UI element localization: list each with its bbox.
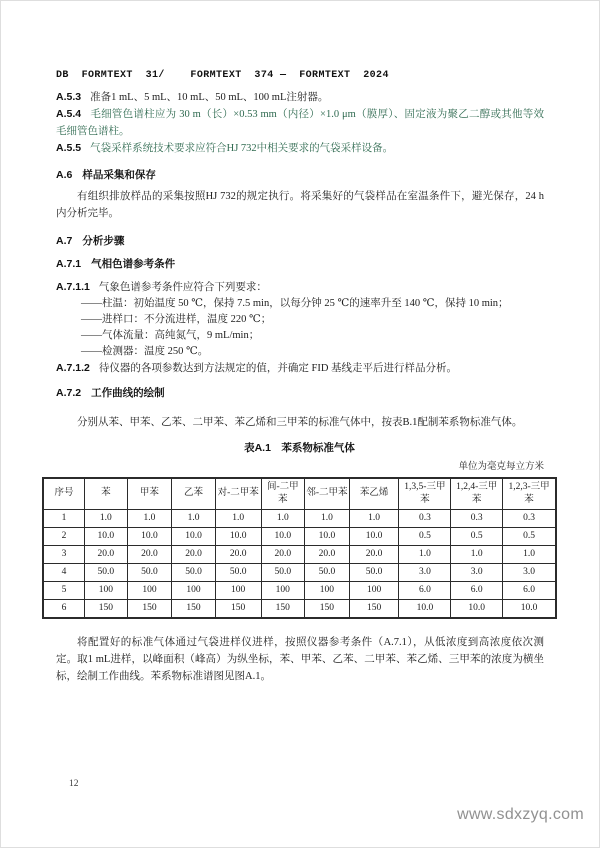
gc-conditions-list (56, 296, 544, 360)
paragraph-calibration: 将配置好的标准气体通过气袋进样仪进样，按照仪器参考条件（A.7.1），从低浓度到高浓度依次测定。取1 mL进样，以峰面积（峰高）为纵坐标，苯、甲苯、乙苯、二甲苯、苯乙烯、三甲苯的浓度为横坐标，绘制工作曲线。苯系物标准谱图见图A.1。 (56, 636, 544, 682)
table-cell: 10.0 (85, 527, 128, 545)
dash-list-item: ——气体流量：高纯氮气，9 mL/min； (81, 330, 260, 341)
clause-text-revised: 毛细管色谱柱应为 30 m（长）×0.53 mm（内径）×1.0 μm（膜厚）、固定液为聚乙二醇或其他等效毛细管色谱柱。 (56, 109, 544, 137)
table-header-cell: 苯乙烯 (349, 478, 399, 509)
table-cell: 3 (43, 545, 85, 563)
table-header-cell: 间-二甲苯 (261, 478, 305, 509)
table-cell: 4 (43, 563, 85, 581)
table-cell: 1.0 (215, 509, 261, 527)
table-cell: 150 (85, 599, 128, 618)
table-cell: 1.0 (349, 509, 399, 527)
table-a1-title: 表A.1 苯系物标准气体 (244, 442, 355, 454)
table-header-cell: 1,2,3-三甲苯 (503, 478, 556, 509)
heading-label: A.7.2 (56, 387, 82, 399)
standard-number-header: DB FORMTEXT 31/ FORMTEXT 374 — FORMTEXT 2024 (56, 70, 389, 81)
paragraph-table-intro: 分别从苯、甲苯、乙苯、二甲苯、苯乙烯和三甲苯的标准气体中，按表B.1配制苯系物标准气体。 (77, 417, 523, 428)
table-cell: 50.0 (85, 563, 128, 581)
table-cell: 150 (349, 599, 399, 618)
table-header-cell: 乙苯 (172, 478, 216, 509)
table-cell: 20.0 (172, 545, 216, 563)
table-cell: 5 (43, 581, 85, 599)
table-cell: 10.0 (305, 527, 350, 545)
table-cell: 6.0 (503, 581, 556, 599)
table-cell: 150 (172, 599, 216, 618)
table-cell: 2 (43, 527, 85, 545)
table-cell: 1.0 (399, 545, 451, 563)
table-row (43, 545, 556, 563)
table-cell: 20.0 (127, 545, 172, 563)
heading-a7 (56, 233, 544, 249)
table-header-cell: 序号 (43, 478, 85, 509)
table-cell: 1 (43, 509, 85, 527)
table-cell: 100 (172, 581, 216, 599)
table-cell: 0.5 (399, 527, 451, 545)
table-cell: 10.0 (172, 527, 216, 545)
table-row (43, 527, 556, 545)
table-cell: 0.3 (451, 509, 503, 527)
table-cell: 6.0 (451, 581, 503, 599)
table-cell: 3.0 (451, 563, 503, 581)
table-cell: 50.0 (261, 563, 305, 581)
table-cell: 6 (43, 599, 85, 618)
table-cell: 100 (305, 581, 350, 599)
table-header-cell: 对-二甲苯 (215, 478, 261, 509)
table-header-cell: 甲苯 (127, 478, 172, 509)
table-cell: 0.5 (451, 527, 503, 545)
clause-text-revised: 气袋采样系统技术要求应符合HJ 732中相关要求的气袋采样设备。 (90, 143, 394, 154)
clause-label: A.5.3 (56, 91, 82, 103)
table-cell: 50.0 (215, 563, 261, 581)
table-cell: 3.0 (503, 563, 556, 581)
table-row (43, 599, 556, 618)
clause-a55 (56, 140, 544, 157)
dash-list-item: ——检测器：温度 250 ℃。 (81, 346, 209, 357)
table-cell: 10.0 (451, 599, 503, 618)
table-cell: 10.0 (503, 599, 556, 618)
table-cell: 20.0 (261, 545, 305, 563)
table-cell: 150 (215, 599, 261, 618)
clause-a54 (56, 106, 544, 140)
table-cell: 3.0 (399, 563, 451, 581)
table-cell: 20.0 (215, 545, 261, 563)
clause-a53 (56, 89, 544, 106)
table-cell: 20.0 (85, 545, 128, 563)
table-cell: 100 (127, 581, 172, 599)
table-cell: 20.0 (305, 545, 350, 563)
table-cell: 100 (261, 581, 305, 599)
table-cell: 6.0 (399, 581, 451, 599)
table-cell: 1.0 (172, 509, 216, 527)
table-cell: 10.0 (127, 527, 172, 545)
heading-label: A.7 (56, 235, 73, 247)
table-cell: 1.0 (305, 509, 350, 527)
clause-text: 待仪器的各项参数达到方法规定的值，并确定 FID 基线走平后进行样品分析。 (98, 363, 458, 374)
heading-text: 气相色谱参考条件 (91, 258, 176, 270)
table-row (43, 563, 556, 581)
table-cell: 100 (215, 581, 261, 599)
table-cell: 0.3 (503, 509, 556, 527)
table-cell: 1.0 (503, 545, 556, 563)
table-cell: 1.0 (451, 545, 503, 563)
table-cell: 100 (349, 581, 399, 599)
table-cell: 10.0 (349, 527, 399, 545)
table-cell: 1.0 (85, 509, 128, 527)
table-header-cell: 1,2,4-三甲苯 (451, 478, 503, 509)
heading-text: 样品采集和保存 (82, 169, 156, 181)
table-cell: 10.0 (261, 527, 305, 545)
clause-text: 准备1 mL、5 mL、10 mL、50 mL、100 mL注射器。 (90, 92, 329, 103)
table-header-cell: 邻-二甲苯 (305, 478, 350, 509)
clause-label: A.7.1.2 (56, 362, 90, 374)
heading-text: 分析步骤 (82, 235, 125, 247)
clause-label: A.7.1.1 (56, 281, 90, 293)
clause-a711 (56, 279, 544, 296)
heading-text: 工作曲线的绘制 (91, 387, 165, 399)
heading-a72 (56, 385, 544, 401)
table-cell: 150 (261, 599, 305, 618)
table-header-cell: 1,3,5-三甲苯 (399, 478, 451, 509)
table-cell: 150 (305, 599, 350, 618)
table-cell: 50.0 (349, 563, 399, 581)
clause-label: A.5.4 (56, 108, 82, 120)
heading-label: A.7.1 (56, 258, 82, 270)
table-cell: 50.0 (127, 563, 172, 581)
table-row (43, 509, 556, 527)
heading-a6 (56, 167, 544, 183)
table-cell: 50.0 (305, 563, 350, 581)
table-row (43, 581, 556, 599)
clause-a712 (56, 360, 544, 377)
table-cell: 10.0 (399, 599, 451, 618)
table-cell: 10.0 (215, 527, 261, 545)
heading-a71 (56, 256, 544, 272)
paragraph-sample-storage: 有组织排放样品的采集按照HJ 732的规定执行。将采集好的气袋样品在室温条件下，避光保存，24 h内分析完毕。 (56, 191, 544, 219)
table-cell: 0.5 (503, 527, 556, 545)
table-cell: 150 (127, 599, 172, 618)
watermark-url: www.sdxzyq.com (457, 806, 584, 823)
clause-label: A.5.5 (56, 142, 82, 154)
table-cell: 20.0 (349, 545, 399, 563)
dash-list-item: ——进样口：不分流进样，温度 220 ℃； (81, 314, 272, 325)
clause-text: 气象色谱参考条件应符合下列要求： (98, 282, 267, 293)
table-cell: 1.0 (261, 509, 305, 527)
table-cell: 1.0 (127, 509, 172, 527)
table-unit-note: 单位为毫克每立方米 (458, 462, 544, 472)
heading-label: A.6 (56, 169, 73, 181)
benzene-standard-gas-table (42, 477, 557, 619)
dash-list-item: ——柱温：初始温度 50 ℃，保持 7.5 min，以每分钟 25 ℃的速率升至 140 ℃，保持 10 min； (81, 298, 509, 309)
table-cell: 0.3 (399, 509, 451, 527)
table-header-row (43, 478, 556, 509)
table-cell: 100 (85, 581, 128, 599)
table-cell: 50.0 (172, 563, 216, 581)
table-header-cell: 苯 (85, 478, 128, 509)
page-number: 12 (69, 779, 79, 789)
